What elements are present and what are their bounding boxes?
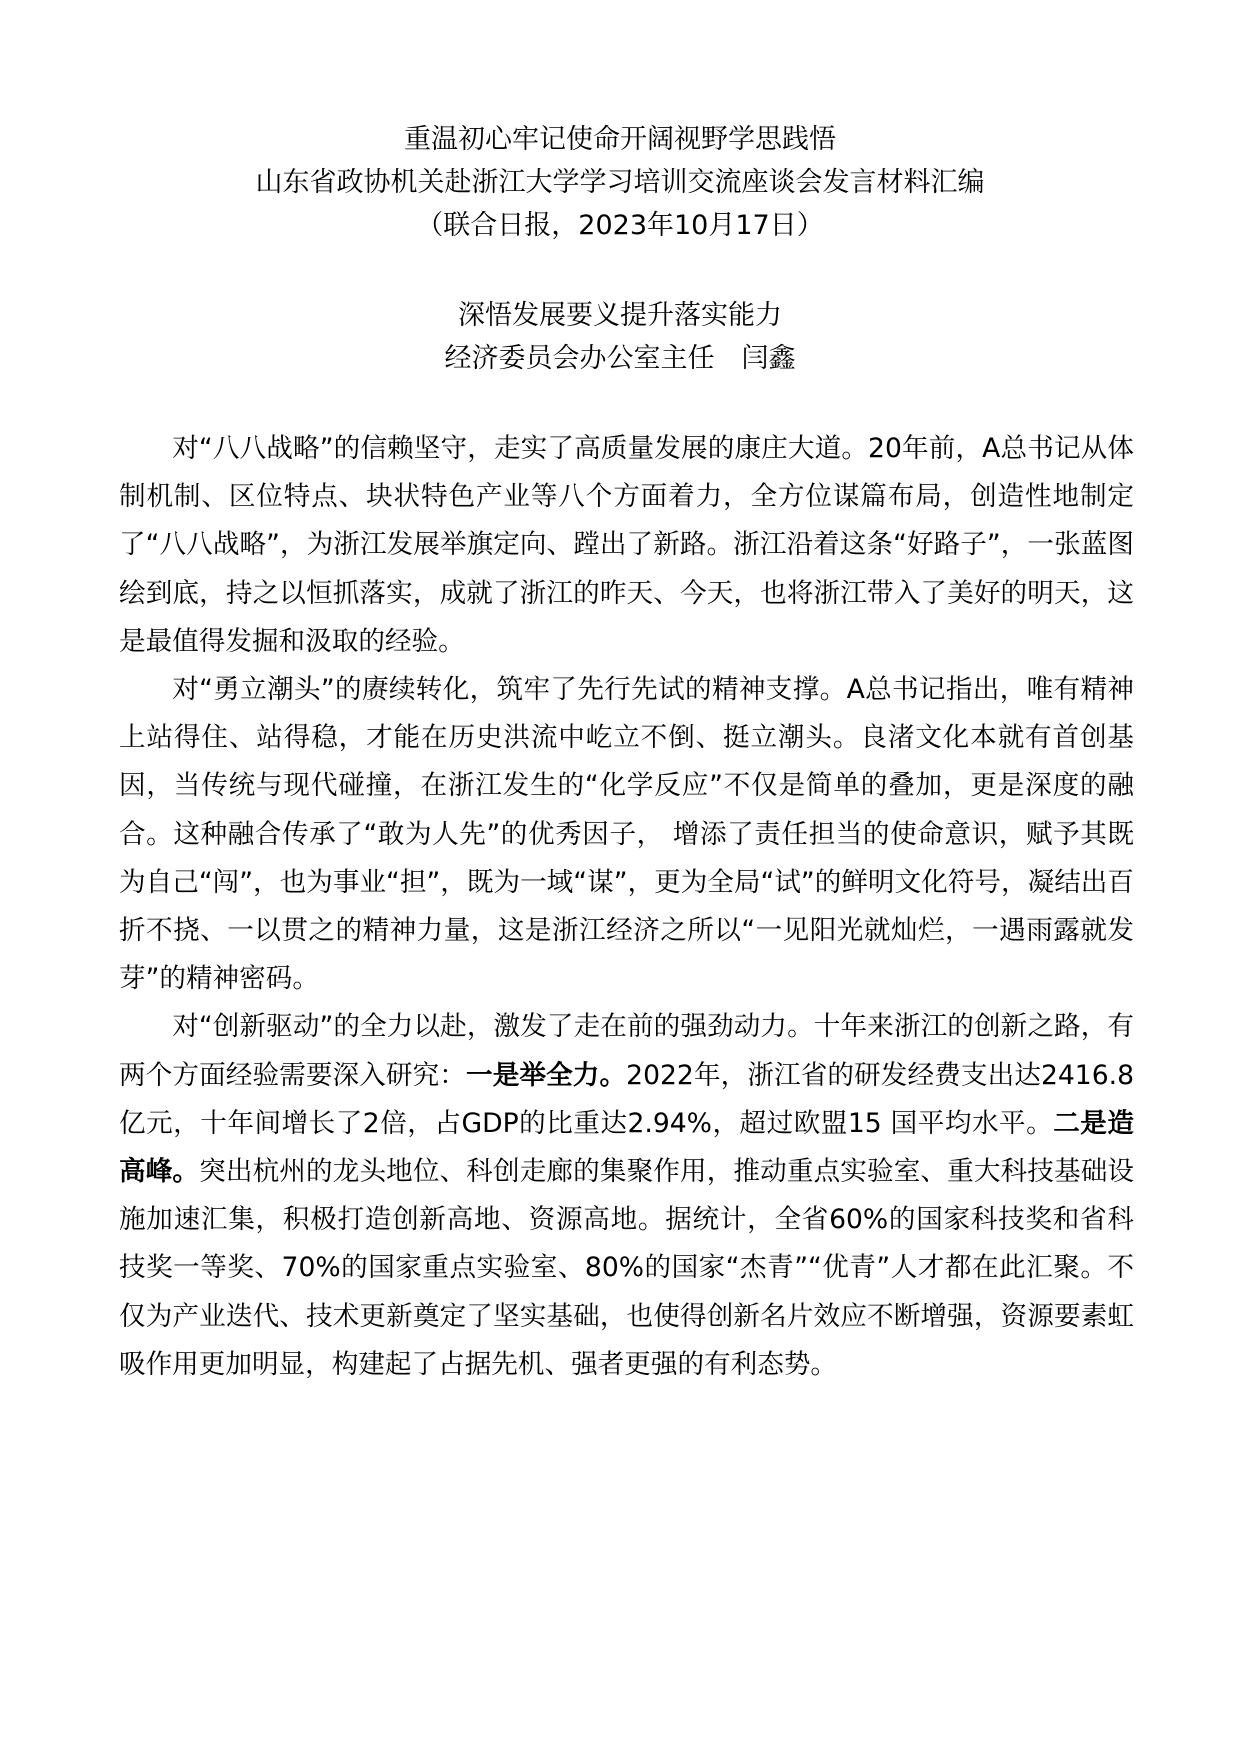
paragraph-3-point-2-text: 突出杭州的龙头地位、科创走廊的集聚作用，推动重点实验室、重大科技基础设施加速汇集，积极打造创新高地、资源高地。据统计，全省60%的国家科技奖和省科技奖一等奖、70%的国家重点实验室、80%的国家“杰青”“优青”人才都在此汇聚。不仅为产业迭代、技术更新奠定了坚实基础，也使得创新名片效应不断增强，资源要素虹吸作用更加明显，构建起了占据先机、强者更强的有利态势。 — [119, 1156, 1135, 1380]
document-source-line: （联合日报，2023年10月17日） — [416, 210, 824, 241]
document-header — [0, 118, 1240, 247]
section-header — [0, 294, 1240, 380]
document-title-line-1: 重温初心牢记使命开阔视野学思践悟 — [404, 124, 836, 155]
section-title: 深悟发展要义提升落实能力 — [458, 300, 782, 331]
paragraph-3-point-1: 一是举全力。 — [466, 1059, 627, 1091]
document-body — [119, 425, 1134, 1389]
paragraph-3-intro: 对“创新驱动”的全力以赴，激发了走在前的强劲动力。十年来浙江的创新之路，有两个方面经验需要深入研究： — [119, 1011, 1134, 1091]
section-author — [0, 337, 1240, 380]
paragraph-3 — [119, 1003, 1134, 1389]
paragraph-1: 对“八八战略”的信赖坚守，走实了高质量发展的康庄大道。20年前，A总书记从体制机制、区位特点、块状特色产业等八个方面着力，全方位谋篇布局，创造性地制定了“八八战略”，为浙江发展举旗定向、蹚出了新路。浙江沿着这条“好路子”，一张蓝图绘到底，持之以恒抓落实，成就了浙江的昨天、今天，也将浙江带入了美好的明天，这是最值得发掘和汲取的经验。 — [119, 433, 1134, 657]
paragraph-3-point-2: 二是造高峰。 — [119, 1107, 1134, 1188]
paragraph-2: 对“勇立潮头”的赓续转化，筑牢了先行先试的精神支撑。A总书记指出，唯有精神上站得住、站得稳，才能在历史洪流中屹立不倒、挺立潮头。良渚文化本就有首创基因，当传统与现代碰撞，在浙江发生的“化学反应”不仅是简单的叠加，更是深度的融合。这种融合传承了“敢为人先”的优秀因子， 增添了责任担当的使命意识，赋予其既为自己“闯”，也为事业“担”，既为一域“谋”，更为全局“试”的鲜明文化符号，凝结出百折不挠、一以贯之的精神力量，这是浙江经济之所以“一见阳光就灿烂，一遇雨露就发芽”的精神密码。 — [119, 674, 1134, 995]
paragraph-3-point-1-text: 2022年，浙江省的研发经费支出达2416.8亿元，十年间增长了2倍，占GDP的比重达2.94%，超过欧盟15 国平均水平。 — [119, 1059, 1135, 1139]
author-role: 经济委员会办公室主任 — [444, 343, 715, 374]
document-title-line-2: 山东省政协机关赴浙江大学学习培训交流座谈会发言材料汇编 — [255, 167, 985, 198]
author-name: 闫鑫 — [741, 343, 796, 374]
